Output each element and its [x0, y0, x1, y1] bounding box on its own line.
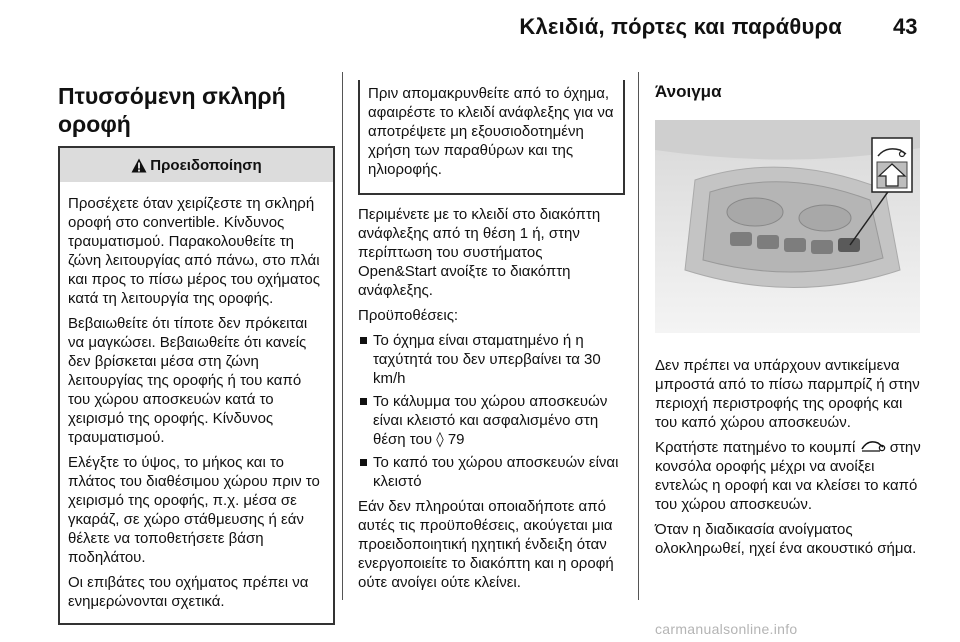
watermark: carmanualsonline.info — [655, 621, 798, 637]
roof-open-button-icon — [860, 440, 886, 453]
page-reference-link[interactable]: 79 — [447, 431, 465, 448]
completion-paragraph: Όταν η διαδικασία ανοίγματος ολοκληρωθεί, ηχεί ένα ακουστικό σήμα. — [655, 521, 917, 557]
list-item — [358, 392, 624, 449]
column-left — [58, 76, 334, 625]
page-number: 43 — [893, 14, 918, 39]
warning-label: Προειδοποίηση — [150, 156, 262, 174]
warning-paragraph-2: Βεβαιωθείτε ότι τίποτε δεν πρόκειται να μαγκώσει. Βεβαιωθείτε ότι κανείς δεν βρίσκεται μέσα στη ζώνη λειτουργίας της οροφής ή του καπό του χώρου αποσκευών κατά το χειρισμό της οροφής. Κίνδυνος τραυματισμού. — [68, 315, 308, 446]
prerequisites-list — [358, 331, 624, 491]
instruction-text-start: Κρατήστε πατημένο το κουμπί — [655, 439, 856, 456]
list-item: Το όχημα είναι σταματημένο ή η ταχύτητά του δεν υπερβαίνει τα 30 km/h — [358, 331, 624, 388]
warning-box — [58, 146, 335, 625]
warning-paragraph-3: Ελέγξτε το ύψος, το μήκος και το πλάτος του διαθέσιμου χώρου πριν το χειρισμό της οροφής, π.χ. μέσα σε γκαράζ, σε χώρο στάθμευσης ή εάν θέλετε να τοποθετήσετε βάση ποδηλάτου. — [68, 454, 320, 566]
column-divider — [342, 72, 343, 600]
instruction-paragraph: Περιμένετε με το κλειδί στο διακόπτη ανάφλεξης από τη θέση 1 ή, στην περίπτωση του συστήματος Open&Start ανοίξτε το διακόπτη ανάφλεξης. — [358, 206, 601, 299]
objects-warning-paragraph: Δεν πρέπει να υπάρχουν αντικείμενα μπροστά από το πίσω παρμπρίζ ή στην περιοχή περιστροφής της οροφής και του καπό χώρου αποσκευών. — [655, 357, 920, 431]
page-reference-icon: ◊ — [436, 430, 444, 448]
section-title — [58, 82, 334, 138]
instruction-text-end: στην κονσόλα οροφής μέχρι να ανοίξει εντελώς η οροφή και να κλείσει το καπό του χώρου αποσκευών. — [655, 439, 921, 513]
prerequisites-label: Προϋποθέσεις: — [358, 307, 459, 324]
section-title-line2: οροφή — [58, 111, 131, 137]
list-item: Το καπό του χώρου αποσκευών είναι κλειστό — [358, 453, 624, 491]
section-title-line1: Πτυσσόμενη σκληρή — [58, 83, 286, 109]
warning-paragraph-4: Οι επιβάτες του οχήματος πρέπει να ενημερώνονται σχετικά. — [68, 574, 309, 610]
roof-console-photo — [655, 120, 920, 333]
warning-header — [60, 146, 333, 182]
list-item-text: Το κάλυμμα του χώρου αποσκευών είναι κλειστό και ασφαλισμένο στη θέση του — [373, 393, 608, 448]
column-right — [655, 76, 925, 564]
warning-triangle-icon — [131, 158, 147, 173]
warning-paragraph-1: Προσέχετε όταν χειρίζεστε τη σκληρή οροφή στο convertible. Κίνδυνος τραυματισμού. Παρακολουθείτε τη ζώνη λειτουργίας από πάνω, στο πλάι και προς το πίσω μέρος του οχήματος κατά τη λειτουργία της οροφής. — [68, 195, 320, 307]
warning-continuation-box — [358, 80, 625, 195]
warning-continuation-text: Πριν απομακρυνθείτε από το όχημα, αφαιρέστε το κλειδί ανάφλεξης για να αποτρέψετε μη εξουσιοδοτημένη χρήση των παραθύρων και της ηλιοροφής. — [368, 85, 614, 178]
column-divider — [638, 72, 639, 600]
page-header-title: Κλειδιά, πόρτες και παράθυρα — [519, 14, 842, 39]
warning-tone-paragraph: Εάν δεν πληρούται οποιαδήποτε από αυτές τις προϋποθέσεις, ακούγεται μια προειδοποιητική ηχητική ένδειξη όταν ενεργοποιείτε το διακόπτη και η οροφή ούτε ανοίγει ούτε κλείνει. — [358, 498, 614, 591]
button-instruction-paragraph — [655, 438, 925, 514]
column-middle — [358, 76, 624, 598]
subsection-title: Άνοιγμα — [655, 82, 722, 101]
